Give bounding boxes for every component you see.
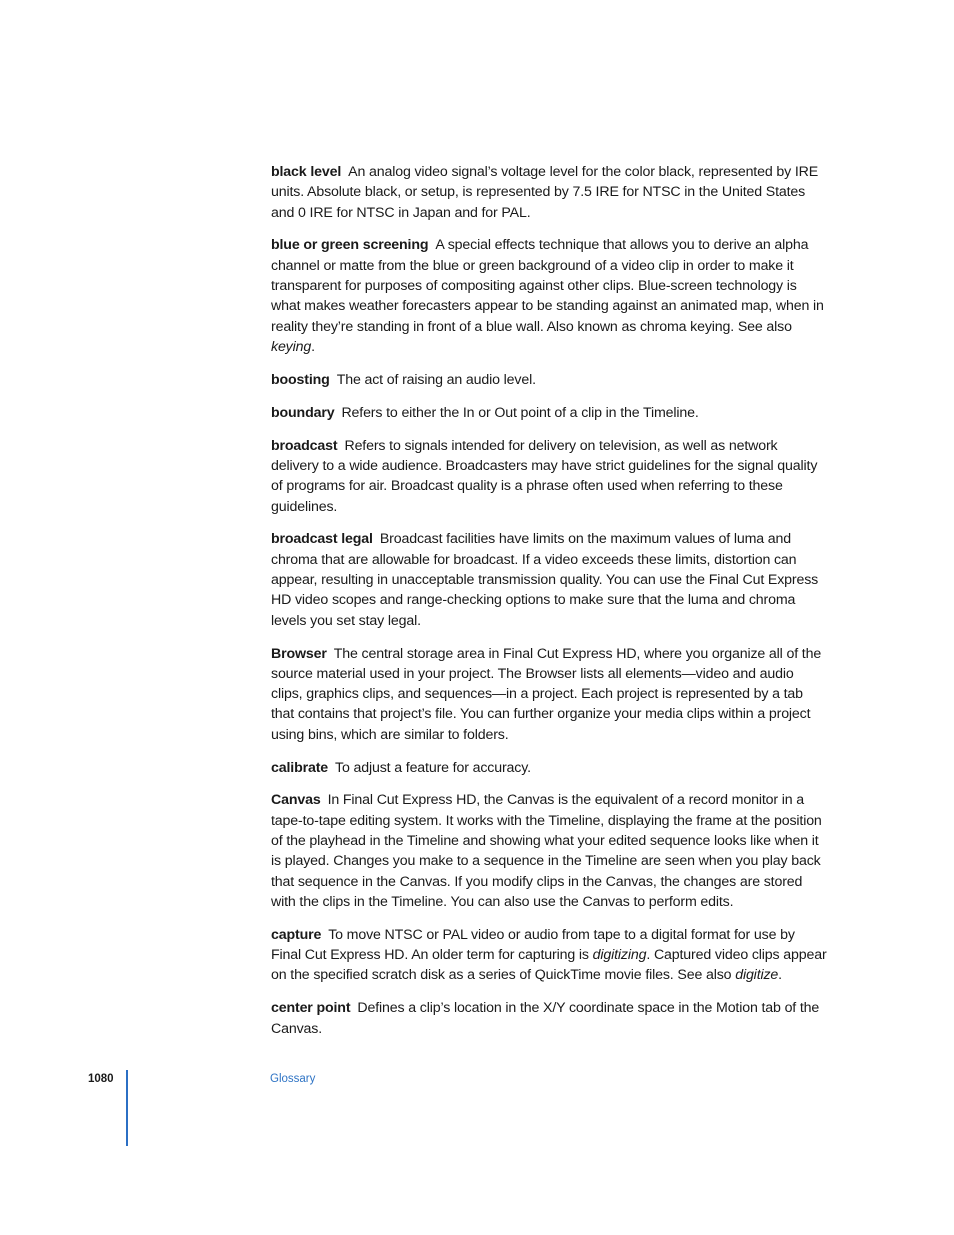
glossary-entry-boosting [271,370,827,390]
glossary-entry-boundary [271,403,827,423]
glossary-term: Canvas [271,792,321,809]
glossary-definition: To move NTSC or PAL video or audio from tape to a digital format for use by Final Cut Express HD. An older term for capturing is [271,926,795,964]
glossary-entry-calibrate [271,758,827,778]
glossary-content [271,162,827,1052]
glossary-entry-center-point [271,998,827,1039]
glossary-definition-end: . [311,338,315,355]
glossary-definition: Refers to signals intended for delivery on television, as well as network delivery to a wide audience. Broadcasters may have strict guidelines for the signal quality of programs for air. Broadcast quality is a phrase often used when referring to these guidelines. [271,437,818,515]
glossary-entry-blue-or-green-screening [271,235,827,357]
glossary-entry-black-level [271,162,827,223]
glossary-term: boundary [271,404,335,421]
cross-reference: digitizing [592,947,647,964]
glossary-entry-broadcast [271,436,827,517]
glossary-term: blue or green screening [271,237,429,254]
cross-reference: keying [271,338,312,355]
glossary-definition: Defines a clip’s location in the X/Y coordinate space in the Motion tab of the Canvas. [271,1000,820,1037]
glossary-entry-broadcast-legal [271,529,827,630]
footer-divider [126,1070,128,1146]
glossary-definition: Refers to either the In or Out point of a clip in the Timeline. [341,404,699,421]
glossary-term: center point [271,1000,351,1017]
glossary-entry-capture [271,925,827,986]
glossary-definition: In Final Cut Express HD, the Canvas is the equivalent of a record monitor in a tape-to-tape editing system. It works with the Timeline, displaying the frame at the position of the playhead in the Timeline and showing what your edited sequence looks like when it is played. Changes you make to a sequence in the Timeline are seen when you play back that sequence in the Canvas. If you modify clips in the Canvas, the changes are stored with the clips in the Timeline. You can also use the Canvas to perform edits. [271,792,822,910]
glossary-term: calibrate [271,759,329,776]
glossary-definition-end: . [778,967,782,984]
glossary-definition-continued: . Captured video clips appear on the specified scratch disk as a series of QuickTime movie files. See also [271,947,827,984]
glossary-term: black level [271,164,342,180]
glossary-term: broadcast [271,437,338,454]
glossary-term: boosting [271,371,330,388]
glossary-term: capture [271,926,322,943]
page-number: 1080 [88,1073,114,1085]
glossary-definition: An analog video signal’s voltage level for the color black, represented by IRE units. Absolute black, or setup, is represented by 7.5 IRE for NTSC in the United States and 0 IRE for NTSC in Japan and for PAL. [271,164,819,221]
glossary-definition: Broadcast facilities have limits on the maximum values of luma and chroma that are allowable for broadcast. If a video exceeds these limits, distortion can appear, resulting in unacceptable transmission quality. You can use the Final Cut Express HD video scopes and range-checking options to make sure that the luma and chroma levels you set stay legal. [271,531,819,629]
glossary-definition: To adjust a feature for accuracy. [335,759,531,776]
glossary-term: broadcast legal [271,531,373,548]
glossary-definition: A special effects technique that allows you to derive an alpha channel or matte from the blue or green background of a video clip in order to make it transparent for purposes of compositing against other clips. Blue-screen technology is what makes weather forecasters appear to be standing against an animated map, when in reality they’re standing in front of a blue wall. Also known as chroma keying. See also [271,237,824,335]
section-label: Glossary [270,1073,316,1085]
glossary-term: Browser [271,645,327,662]
cross-reference: digitize [735,967,779,984]
glossary-definition: The central storage area in Final Cut Express HD, where you organize all of the source material used in your project. The Browser lists all elements—video and audio clips, graphics clips, and sequences—in a project. Each project is represented by a tab that contains that project’s file. You can further organize your media clips within a project using bins, which are similar to folders. [271,645,822,743]
page-footer [0,1068,954,1148]
glossary-entry-browser [271,644,827,745]
glossary-entry-canvas [271,790,827,912]
glossary-definition: The act of raising an audio level. [336,371,536,388]
